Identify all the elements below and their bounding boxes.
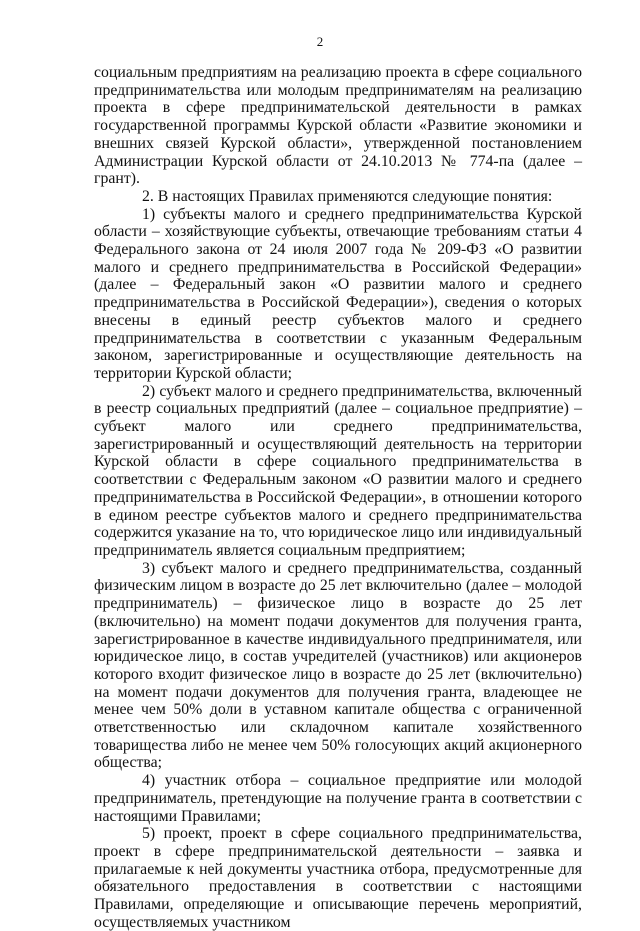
paragraph-intro-continuation: социальным предприятиям на реализацию проекта в сфере социального предпринимательства или молодым предпринимателям на реализацию проекта в сфере предпринимательской деятельности в рамках государственной программы Курской области «Развитие экономики и внешних связей Курской области», утвержденной постановлением Администрации Курской области от 24.10.2013 № 774-па (далее – грант).	[94, 64, 582, 188]
document-body	[94, 64, 582, 931]
paragraph-definition-2: 2) субъект малого и среднего предпринимательства, включенный в реестр социальных предприятий (далее – социальное предприятие) – субъект малого или среднего предпринимательства, зарегистрированный и осуществляющий деятельность на территории Курской области в сфере социального предпринимательства в соответствии с Федеральным законом «О развитии малого и среднего предпринимательства в Российской Федерации», в отношении которого в едином реестре субъектов малого и среднего предпринимательства содержится указание на то, что юридическое лицо или индивидуальный предприниматель является социальным предприятием;	[94, 382, 582, 559]
paragraph-definition-5: 5) проект, проект в сфере социального предпринимательства, проект в сфере предпринимательской деятельности – заявка и прилагаемые к ней документы участника отбора, предусмотренные для обязательного предоставления в соответствии с настоящими Правилами, определяющие и описывающие перечень мероприятий, осуществляемых участником	[94, 825, 582, 931]
paragraph-definition-1: 1) субъекты малого и среднего предпринимательства Курской области – хозяйствующие субъекты, отвечающие требованиям статьи 4 Федерального закона от 24 июля 2007 года № 209-ФЗ «О развитии малого и среднего предпринимательства в Российской Федерации» (далее – Федеральный закон «О развитии малого и среднего предпринимательства в Российской Федерации»), сведения о которых внесены в единый реестр субъектов малого и среднего предпринимательства в соответствии с указанным Федеральным законом, зарегистрированные и осуществляющие деятельность на территории Курской области;	[94, 205, 582, 382]
paragraph-definition-4: 4) участник отбора – социальное предприятие или молодой предприниматель, претендующие на получение гранта в соответствии с настоящими Правилами;	[94, 772, 582, 825]
page-number: 2	[316, 34, 324, 49]
paragraph-definition-3: 3) субъект малого и среднего предпринимательства, созданный физическим лицом в возрасте до 25 лет включительно (далее – молодой предприниматель) – физическое лицо в возрасте до 25 лет (включительно) на момент подачи документов для получения гранта, зарегистрированное в качестве индивидуального предпринимателя, или юридическое лицо, в состав учредителей (участников) или акционеров которого входит физическое лицо в возрасте до 25 лет (включительно) на момент подачи документов для получения гранта, владеющее не менее чем 50% доли в уставном капитале общества с ограниченной ответственностью или складочном капитале хозяйственного товарищества либо не менее чем 50% голосующих акций акционерного общества;	[94, 559, 582, 772]
paragraph-definitions-heading: 2. В настоящих Правилах применяются следующие понятия:	[142, 187, 553, 205]
